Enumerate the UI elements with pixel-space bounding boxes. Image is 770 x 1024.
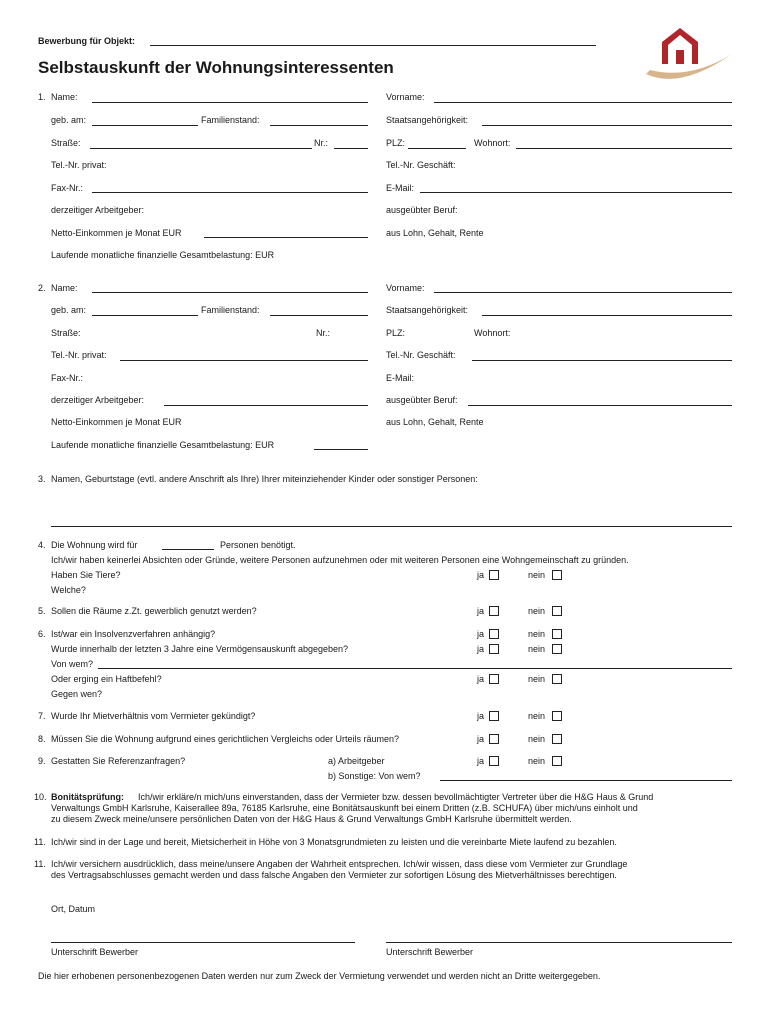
p1-plz-field[interactable] bbox=[408, 148, 466, 149]
q11b-line2: des Vertragsabschlusses gemacht werden und dass falsche Angaben den Vermieter zur sofortigen Lösung des Mietverhältnisses berechtigen. bbox=[51, 870, 617, 880]
signature-label-right: Unterschrift Bewerber bbox=[386, 947, 474, 957]
q7-ja-label: ja bbox=[477, 711, 485, 721]
q4-num: 4. bbox=[38, 540, 46, 550]
p1-fax-field[interactable] bbox=[92, 192, 368, 193]
q6-haft-ja-checkbox[interactable] bbox=[489, 674, 499, 684]
q8-nein-label: nein bbox=[528, 734, 546, 744]
q6-ja-checkbox[interactable] bbox=[489, 629, 499, 639]
p1-aus-label: aus Lohn, Gehalt, Rente bbox=[386, 228, 484, 238]
q9-num: 9. bbox=[38, 756, 46, 766]
p2-vorname-label: Vorname: bbox=[386, 283, 425, 293]
q6-haft-nein-checkbox[interactable] bbox=[552, 674, 562, 684]
q6-vonwem-field[interactable] bbox=[98, 668, 732, 669]
q6-verm-nein-checkbox[interactable] bbox=[552, 644, 562, 654]
q8-num: 8. bbox=[38, 734, 46, 744]
p1-netto-field[interactable] bbox=[204, 237, 368, 238]
p2-geb-field[interactable] bbox=[92, 315, 198, 316]
p2-beruf-label: ausgeübter Beruf: bbox=[386, 395, 458, 405]
p1-plz-label: PLZ: bbox=[386, 138, 406, 148]
q11a-num: 11. bbox=[34, 837, 46, 847]
q9-nein-checkbox[interactable] bbox=[552, 756, 562, 766]
q4-personen-label: Personen benötigt. bbox=[220, 540, 296, 550]
p1-tel-geschaeft-label: Tel.-Nr. Geschäft: bbox=[386, 160, 456, 170]
q6-nein-label: nein bbox=[528, 629, 546, 639]
p2-plz-label: PLZ: bbox=[386, 328, 406, 338]
p2-belastung-field[interactable] bbox=[314, 449, 368, 450]
p2-geb-label: geb. am: bbox=[51, 305, 87, 315]
p2-tel-geschaeft-label: Tel.-Nr. Geschäft: bbox=[386, 350, 456, 360]
p1-familienstand-label: Familienstand: bbox=[201, 115, 260, 125]
q6-ja-label: ja bbox=[477, 629, 485, 639]
q6-verm-nein-label: nein bbox=[528, 644, 546, 654]
q6-gegen-label: Gegen wen? bbox=[51, 689, 103, 699]
q4-wohnung-label: Die Wohnung wird für bbox=[51, 540, 138, 550]
p1-name-field[interactable] bbox=[92, 102, 368, 103]
q10-num: 10. bbox=[34, 792, 47, 802]
q9-b-field[interactable] bbox=[440, 780, 732, 781]
q5-nein-checkbox[interactable] bbox=[552, 606, 562, 616]
p1-name-label: Name: bbox=[51, 92, 78, 102]
signature-label-left: Unterschrift Bewerber bbox=[51, 947, 139, 957]
q9-ja-checkbox[interactable] bbox=[489, 756, 499, 766]
q6-vonwem-label: Von wem? bbox=[51, 659, 94, 669]
p2-beruf-field[interactable] bbox=[468, 405, 732, 406]
q6-nein-checkbox[interactable] bbox=[552, 629, 562, 639]
p2-tel-privat-label: Tel.-Nr. privat: bbox=[51, 350, 107, 360]
signature-line-right[interactable] bbox=[386, 942, 732, 943]
q11b-num: 11. bbox=[34, 859, 46, 869]
q6-verm-ja-label: ja bbox=[477, 644, 485, 654]
q8-ja-label: ja bbox=[477, 734, 485, 744]
q7-text: Wurde Ihr Mietverhältnis vom Vermieter gekündigt? bbox=[51, 711, 256, 721]
p1-nr-label: Nr.: bbox=[314, 138, 329, 148]
p2-familienstand-label: Familienstand: bbox=[201, 305, 260, 315]
p2-staatsang-label: Staatsangehörigkeit: bbox=[386, 305, 469, 315]
objekt-field[interactable] bbox=[150, 45, 596, 46]
q4-personen-field[interactable] bbox=[162, 549, 214, 550]
p1-belastung-label: Laufende monatliche finanzielle Gesamtbelastung: EUR bbox=[51, 250, 275, 260]
q8-ja-checkbox[interactable] bbox=[489, 734, 499, 744]
p2-vorname-field[interactable] bbox=[434, 292, 732, 293]
p2-num: 2. bbox=[38, 283, 46, 293]
p1-staatsang-label: Staatsangehörigkeit: bbox=[386, 115, 469, 125]
q5-nein-label: nein bbox=[528, 606, 546, 616]
p2-arbeitgeber-field[interactable] bbox=[164, 405, 368, 406]
q7-nein-checkbox[interactable] bbox=[552, 711, 562, 721]
p2-tel-geschaeft-field[interactable] bbox=[472, 360, 732, 361]
p2-email-label: E-Mail: bbox=[386, 373, 415, 383]
p1-email-field[interactable] bbox=[420, 192, 732, 193]
q7-nein-label: nein bbox=[528, 711, 546, 721]
p1-strasse-field[interactable] bbox=[90, 148, 312, 149]
p1-vorname-field[interactable] bbox=[434, 102, 732, 103]
p1-tel-privat-label: Tel.-Nr. privat: bbox=[51, 160, 107, 170]
p1-arbeitgeber-label: derzeitiger Arbeitgeber: bbox=[51, 205, 145, 215]
q4-nein-label: nein bbox=[528, 570, 546, 580]
page-title: Selbstauskunft der Wohnungsinteressenten bbox=[38, 58, 394, 77]
p2-aus-label: aus Lohn, Gehalt, Rente bbox=[386, 417, 484, 427]
q9-ja-label: ja bbox=[477, 756, 485, 766]
q11a-text: Ich/wir sind in der Lage und bereit, Mietsicherheit in Höhe von 3 Monatsgrundmieten zu leisten und die vereinbarte Miete laufend zu bezahlen. bbox=[51, 837, 617, 847]
ort-datum-label: Ort, Datum bbox=[51, 904, 96, 914]
q4-absicht-text: Ich/wir haben keinerlei Absichten oder Gründe, weitere Personen aufzunehmen oder mit weiteren Personen eine Wohngemeinschaft zu gründen. bbox=[51, 555, 629, 565]
signature-line-left[interactable] bbox=[51, 942, 355, 943]
q4-ja-checkbox[interactable] bbox=[489, 570, 499, 580]
p2-fax-label: Fax-Nr.: bbox=[51, 373, 84, 383]
q6-num: 6. bbox=[38, 629, 46, 639]
q6-haft-text: Oder erging ein Haftbefehl? bbox=[51, 674, 162, 684]
q4-welche-label: Welche? bbox=[51, 585, 86, 595]
p1-email-label: E-Mail: bbox=[386, 183, 415, 193]
p2-netto-label: Netto-Einkommen je Monat EUR bbox=[51, 417, 182, 427]
q6-text: Ist/war ein Insolvenzverfahren anhängig? bbox=[51, 629, 216, 639]
p1-nr-field[interactable] bbox=[334, 148, 368, 149]
q6-verm-text: Wurde innerhalb der letzten 3 Jahre eine Vermögensauskunft abgegeben? bbox=[51, 644, 349, 654]
q6-verm-ja-checkbox[interactable] bbox=[489, 644, 499, 654]
q3-num: 3. bbox=[38, 474, 46, 484]
q7-num: 7. bbox=[38, 711, 46, 721]
p1-beruf-label: ausgeübter Beruf: bbox=[386, 205, 458, 215]
p1-wohnort-label: Wohnort: bbox=[474, 138, 511, 148]
q3-text: Namen, Geburtstage (evtl. andere Anschrift als Ihre) Ihrer miteinziehender Kinder oder sonstiger Personen: bbox=[51, 474, 478, 484]
q5-num: 5. bbox=[38, 606, 46, 616]
disclaimer-text: Die hier erhobenen personenbezogenen Daten werden nur zum Zweck der Vermietung verwendet und werden nicht an Dritte weitergegeben. bbox=[38, 971, 601, 981]
q11b-line1: Ich/wir versichern ausdrücklich, dass meine/unsere Angaben der Wahrheit entsprechen. Ich/wir wissen, dass diese vom Vermieter zur Grundlage bbox=[51, 859, 628, 869]
q5-ja-checkbox[interactable] bbox=[489, 606, 499, 616]
p1-familienstand-field[interactable] bbox=[270, 125, 368, 126]
q5-ja-label: ja bbox=[477, 606, 485, 616]
p1-fax-label: Fax-Nr.: bbox=[51, 183, 84, 193]
p1-num: 1. bbox=[38, 92, 46, 102]
p2-arbeitgeber-label: derzeitiger Arbeitgeber: bbox=[51, 395, 145, 405]
q7-ja-checkbox[interactable] bbox=[489, 711, 499, 721]
p2-strasse-label: Straße: bbox=[51, 328, 81, 338]
p2-name-label: Name: bbox=[51, 283, 78, 293]
q6-haft-ja-label: ja bbox=[477, 674, 485, 684]
q9-a-label: a) Arbeitgeber bbox=[328, 756, 385, 766]
p2-nr-label: Nr.: bbox=[316, 328, 331, 338]
q10-bold: Bonitätsprüfung: bbox=[51, 792, 124, 802]
p2-familienstand-field[interactable] bbox=[270, 315, 368, 316]
q3-field[interactable] bbox=[51, 526, 732, 527]
p1-vorname-label: Vorname: bbox=[386, 92, 425, 102]
q4-nein-checkbox[interactable] bbox=[552, 570, 562, 580]
q10-line2: Verwaltungs GmbH Karlsruhe, Kaiserallee 89a, 76185 Karlsruhe, eine Bonitätsauskunft bei einem Dritten (z.B. SCHUFA) über mich/uns einholt und bbox=[51, 803, 638, 813]
q8-nein-checkbox[interactable] bbox=[552, 734, 562, 744]
p1-geb-label: geb. am: bbox=[51, 115, 87, 125]
p2-wohnort-label: Wohnort: bbox=[474, 328, 511, 338]
p1-strasse-label: Straße: bbox=[51, 138, 81, 148]
p2-name-field[interactable] bbox=[92, 292, 368, 293]
p1-staatsang-field[interactable] bbox=[482, 125, 732, 126]
p1-netto-label: Netto-Einkommen je Monat EUR bbox=[51, 228, 182, 238]
q6-haft-nein-label: nein bbox=[528, 674, 546, 684]
p2-staatsang-field[interactable] bbox=[482, 315, 732, 316]
q9-text: Gestatten Sie Referenzanfragen? bbox=[51, 756, 186, 766]
q10-line1: Ich/wir erkläre/n mich/uns einverstanden, dass der Vermieter bzw. dessen bevollmächtigter Vertreter über die H&G Haus & Grund bbox=[138, 792, 654, 802]
q5-text: Sollen die Räume z.Zt. gewerblich genutzt werden? bbox=[51, 606, 257, 616]
q9-b-label: b) Sonstige: Von wem? bbox=[328, 771, 421, 781]
q4-ja-label: ja bbox=[477, 570, 485, 580]
house-logo-icon bbox=[640, 20, 736, 84]
p2-belastung-label: Laufende monatliche finanzielle Gesamtbelastung: EUR bbox=[51, 440, 275, 450]
q9-nein-label: nein bbox=[528, 756, 546, 766]
objekt-label: Bewerbung für Objekt: bbox=[38, 36, 136, 46]
q4-tiere-label: Haben Sie Tiere? bbox=[51, 570, 121, 580]
q8-text: Müssen Sie die Wohnung aufgrund eines gerichtlichen Vergleichs oder Urteils räumen? bbox=[51, 734, 400, 744]
p1-geb-field[interactable] bbox=[92, 125, 198, 126]
q10-line3: zu diesem Zweck meine/unsere persönlichen Daten von der H&G Haus & Grund Verwaltungs GmbH Karlsruhe übermittelt werden. bbox=[51, 814, 572, 824]
p1-wohnort-field[interactable] bbox=[516, 148, 732, 149]
p2-tel-privat-field[interactable] bbox=[120, 360, 368, 361]
